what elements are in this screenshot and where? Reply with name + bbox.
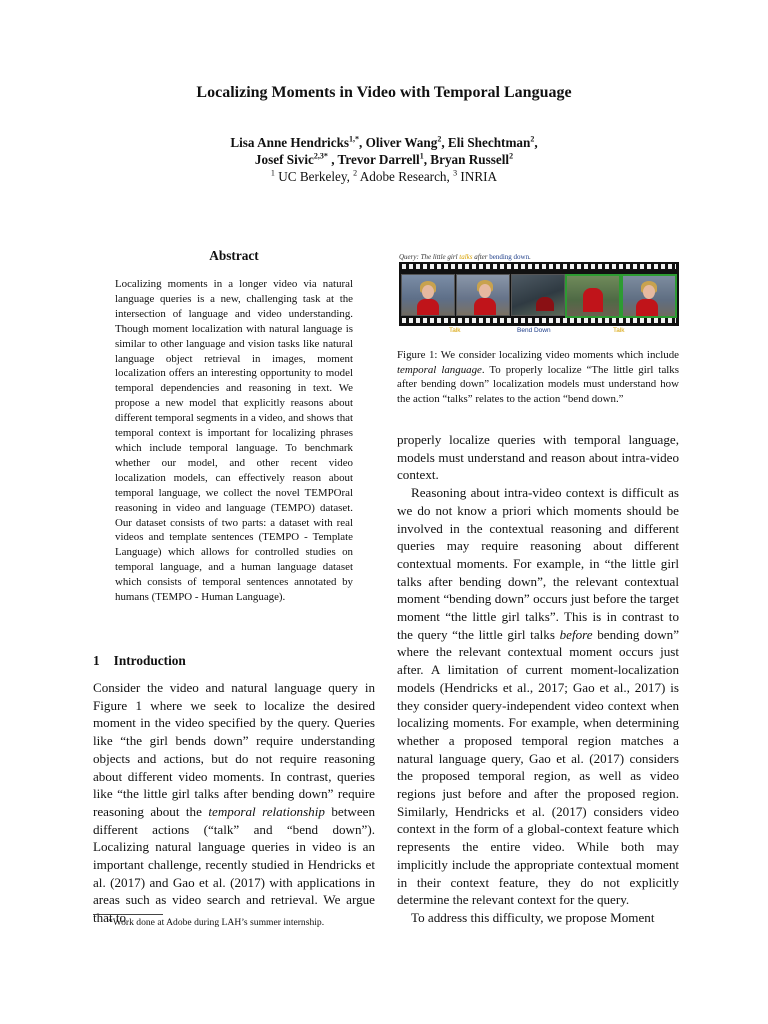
author-block <box>0 134 768 185</box>
paper-title: Localizing Moments in Video with Temporal Language <box>196 84 572 101</box>
video-frame-highlighted <box>621 274 677 318</box>
query-talks: talks <box>459 253 473 261</box>
intro-paragraph-3: To address this difficulty, we propose Moment <box>411 909 655 925</box>
affiliation-sup: 1 <box>270 168 275 178</box>
intro-left-column <box>93 679 375 927</box>
author-name: Lisa Anne Hendricks <box>230 135 350 150</box>
query-text: . <box>529 253 531 261</box>
footnote-rule <box>93 914 163 915</box>
section-heading-introduction <box>93 653 186 669</box>
author-sup: 1,* <box>349 134 360 144</box>
text-run: Consider the video and natural language query in Figure 1 where we seek to localize the desired moment in the video specified by the query. Queries like “the girl bends down” require understanding objects and actions, but do not require reasoning about different video moments. In contrast, queries like “the little girl talks after bending down” require reasoning about the <box>93 680 375 819</box>
footnote: *Work done at Adobe during LAH’s summer internship. <box>108 917 325 928</box>
intro-paragraph-1 <box>93 679 375 927</box>
author-name: , Oliver Wang <box>359 135 438 150</box>
emphasis-run: temporal language <box>397 363 482 376</box>
affiliations <box>271 169 497 184</box>
author-separator: , <box>534 135 538 150</box>
author-sup: 2,3* <box>313 151 328 161</box>
text-run: bending down” where the relevant contextual moment occurs just after. A limitation of current moment-localization models (Hendricks et al., 2017; Gao et al., 2017) is they consider query-independent video context when localizing moments. For example, when determining whether a proposed temporal region matches a natural language query, Gao et al. (2017) considers the proposed temporal region, as well as video regions just before and after the proposed region. Similarly, Hendricks et al. (2017) considers video context in the form of a global-context feature which represents the entire video. While both may implicitly include the appropriate contextual moment in their context feature, they do not explicitly determine the relevant context for the query. <box>397 626 680 908</box>
text-run: Reasoning about intra-video context is difficult as we do not know a priori which moments should be involved in the contextual reasoning and different queries may require reasoning about different contextual moments. For example, in “the little girl talks after bending down”, the relevant contextual moment “bending down” occurs just before the target moment “the little girl talks”. This is in contrast to the query “the little girl talks <box>397 485 679 642</box>
film-strip <box>399 262 679 326</box>
figure-caption <box>397 348 679 406</box>
figure-query <box>399 253 531 261</box>
emphasis-run: temporal relationship <box>208 803 325 819</box>
film-holes-top <box>402 264 676 269</box>
affiliation-sup: 3 <box>453 168 458 178</box>
video-frame <box>401 274 455 316</box>
affiliation-name: INRIA <box>457 169 498 184</box>
author-sup: 2 <box>530 134 535 144</box>
affiliation-name: UC Berkeley, <box>274 169 354 184</box>
intro-paragraph-continued: properly localize queries with temporal language, models must understand and reason about intra-video context. <box>397 432 679 483</box>
figure-1 <box>399 253 679 335</box>
label-bend-down: Bend Down <box>517 327 551 334</box>
video-frame <box>456 274 510 316</box>
section-number: 1 <box>93 653 100 668</box>
section-title: Introduction <box>113 653 186 668</box>
affiliation-name: Adobe Research, <box>357 169 454 184</box>
intro-paragraph-2 <box>397 484 679 909</box>
video-frame <box>511 274 565 316</box>
text-run: . To properly localize “The little girl talks after bending down” localization models must understand how the action “talks” relates to the action “bend down.” <box>397 363 679 405</box>
abstract-text: Localizing moments in a longer video via natural language queries is a new, challenging task at the intersection of language and video understanding. Though moment localization with natural language is similar to other language and vision tasks like natural language object retrieval in images, moment localization offers an interesting opportunity to model temporal dependencies and reasoning in text. We propose a new model that explicitly reasons about different temporal segments in a video, and shows that temporal context is important for localizing phrases which include temporal language. To benchmark whether our model, and other recent video localization models, can effectively reason about temporal language, we collect the novel TEMPOral reasoning in video and language (TEMPO) dataset. Our dataset consists of two parts: a dataset with real videos and template sentences (TEMPO - Template Language) which allows for controlled studies on temporal language, and a human language dataset which consists of temporal sentences annotated by humans (TEMPO - Human Language). <box>115 278 353 604</box>
author-name: , Bryan Russell <box>423 152 510 167</box>
author-sup: 1 <box>419 151 424 161</box>
emphasis-run: before <box>559 626 593 642</box>
label-talk: Talk <box>613 327 625 334</box>
query-text: after <box>472 253 490 261</box>
author-name: Josef Sivic <box>254 152 314 167</box>
author-name: , Trevor Darrell <box>327 152 420 167</box>
author-sup: 2 <box>437 134 442 144</box>
author-line-2 <box>0 151 768 168</box>
query-bend: bending down <box>489 253 530 261</box>
figure-labels <box>399 327 679 335</box>
query-text: Query: The little girl <box>399 253 460 261</box>
intro-right-column <box>397 431 679 927</box>
author-sup: 2 <box>509 151 514 161</box>
film-holes-bottom <box>402 318 676 323</box>
label-talk: Talk <box>449 327 461 334</box>
text-run: Figure 1: We consider localizing video moments which include <box>397 349 679 361</box>
author-name: , Eli Shechtman <box>441 135 531 150</box>
video-frame-highlighted <box>565 274 621 318</box>
affiliation-sup: 2 <box>353 168 358 178</box>
text-run: between different actions (“talk” and “bend down”). Localizing natural language queries in video is an important challenge, recently studied in Hendricks et al. (2017) and Gao et al. (2017) with applications in areas such as video search and retrieval. We argue that to <box>93 803 376 926</box>
author-line-1 <box>0 134 768 151</box>
abstract-heading: Abstract <box>209 248 259 263</box>
